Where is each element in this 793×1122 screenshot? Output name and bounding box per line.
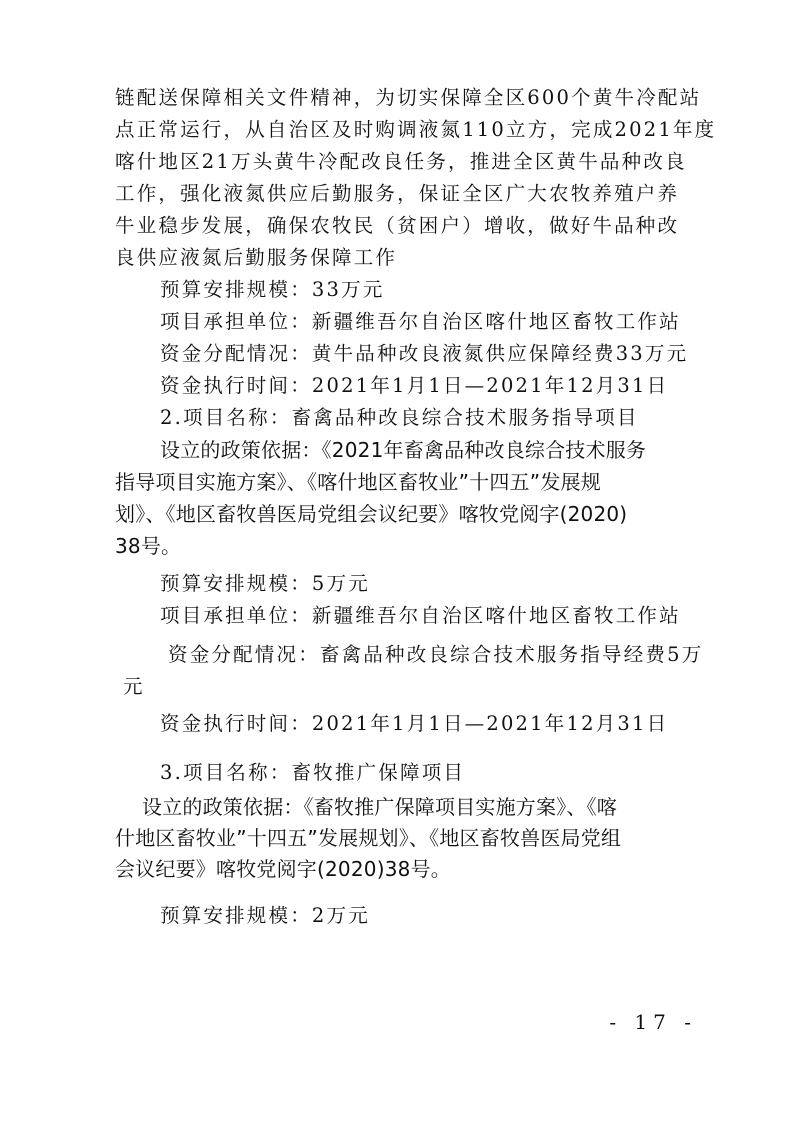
project3-policy-line: 设立的政策依据：《畜牧推广保障项目实施方案》、《喀 <box>142 795 617 819</box>
project1-unit: 项目承担单位：新疆维吾尔自治区喀什地区畜牧工作站 <box>160 310 681 333</box>
project2-policy-line: 划》、《地区畜牧兽医局党组会议纪要》喀牧党阅字(2020) <box>115 502 628 526</box>
project2-policy-line: 38号。 <box>115 534 182 558</box>
project3-policy-line: 会议纪要》喀牧党阅字(2020)38号。 <box>115 857 451 881</box>
project2-policy-line: 设立的政策依据：《2021年畜禽品种改良综合技术服务 <box>160 438 647 462</box>
project2-allocation-line: 资金分配情况：畜禽品种改良综合技术服务指导经费5万 <box>168 643 704 666</box>
project3-policy-line: 什地区畜牧业”十四五”发展规划》、《地区畜牧兽医局党组 <box>115 826 622 850</box>
paragraph-line: 牛业稳步发展，确保农牧民（贫困户）增收，做好牛品种改 <box>115 214 680 237</box>
project2-budget: 预算安排规模：5万元 <box>160 572 370 595</box>
project2-title: 2.项目名称：畜禽品种改良综合技术服务指导项目 <box>160 406 639 429</box>
project2-period: 资金执行时间：2021年1月1日—2021年12月31日 <box>160 712 669 735</box>
project3-title: 3.项目名称：畜牧推广保障项目 <box>160 761 466 784</box>
project2-allocation-line: 元 <box>123 675 145 698</box>
project1-period: 资金执行时间：2021年1月1日—2021年12月31日 <box>160 374 669 397</box>
paragraph-line: 喀什地区21万头黄牛冷配改良任务，推进全区黄牛品种改良 <box>115 150 687 173</box>
project2-unit: 项目承担单位：新疆维吾尔自治区喀什地区畜牧工作站 <box>160 604 681 627</box>
project2-policy-line: 指导项目实施方案》、《喀什地区畜牧业”十四五”发展规 <box>115 470 601 494</box>
page-number: - 17 - <box>609 1010 697 1034</box>
project1-allocation: 资金分配情况：黄牛品种改良液氮供应保障经费33万元 <box>160 342 689 365</box>
paragraph-line: 良供应液氮后勤服务保障工作 <box>115 246 398 269</box>
paragraph-line: 链配送保障相关文件精神，为切实保障全区600个黄牛冷配站 <box>115 86 702 109</box>
project3-budget: 预算安排规模：2万元 <box>160 904 370 927</box>
paragraph-line: 点正常运行，从自治区及时购调液氮110立方，完成2021年度 <box>115 118 717 141</box>
project1-budget: 预算安排规模：33万元 <box>160 278 385 301</box>
paragraph-line: 工作，强化液氮供应后勤服务，保证全区广大农牧养殖户养 <box>115 182 680 205</box>
